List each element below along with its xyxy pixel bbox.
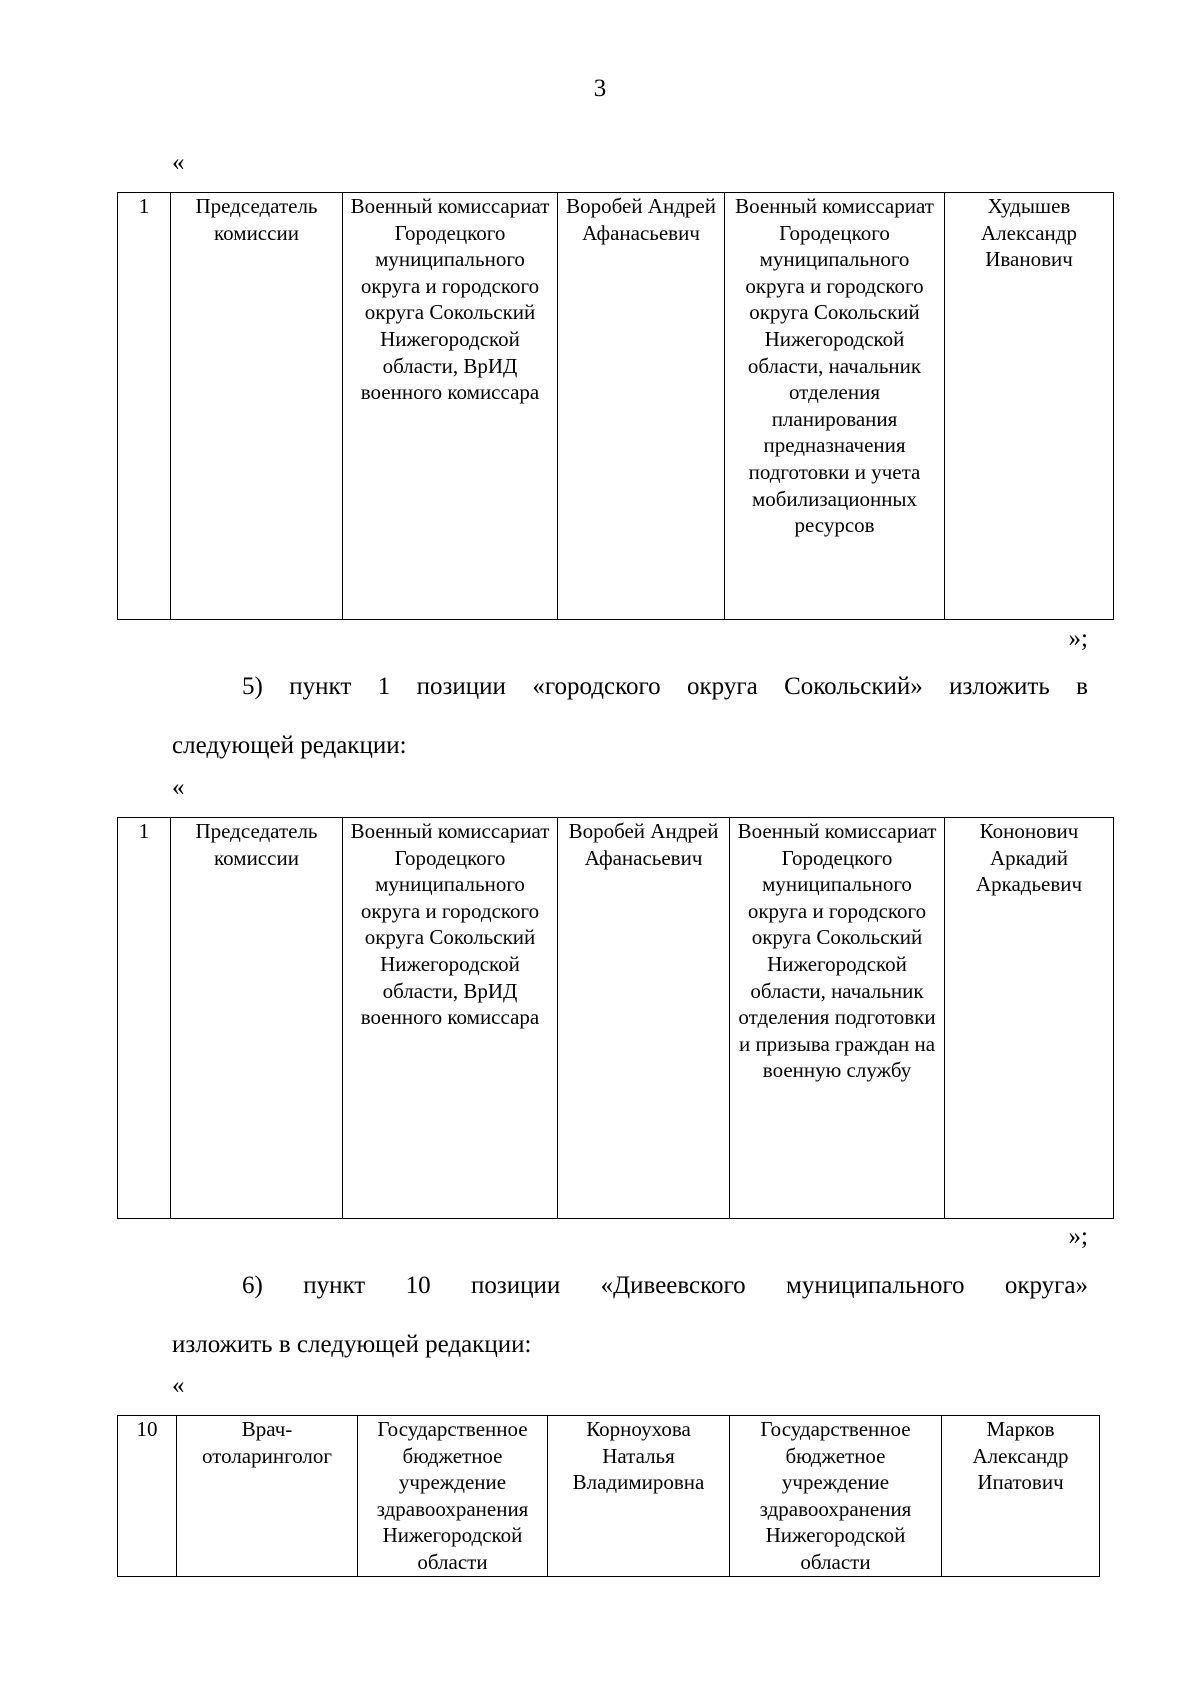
open-quote-3: « xyxy=(172,1372,185,1399)
position-cell: Председатель комиссии xyxy=(171,193,343,620)
reserve-organization-cell: Государственное бюджетное учреждение здравоохранения Нижегородской области xyxy=(730,1416,942,1577)
organization-cell: Военный комиссариат Городецкого муниципального округа и городского округа Сокольский Нижегородской области, ВрИД военного комиссара xyxy=(343,818,558,1219)
paragraph-line: 5) пункт 1 позиции «городского округа Сокольский» изложить в xyxy=(242,673,1088,700)
reserve-name-cell: Худышев Александр Иванович xyxy=(945,193,1114,620)
reserve-name-cell: Кононович Аркадий Аркадьевич xyxy=(945,818,1114,1219)
member-name-cell: Корноухова Наталья Владимировна xyxy=(548,1416,730,1577)
open-quote-2: « xyxy=(172,774,185,801)
position-cell: Врач-отоларинголог xyxy=(177,1416,358,1577)
paragraph-5 xyxy=(172,672,1088,761)
page-number: 3 xyxy=(593,75,607,102)
table-1 xyxy=(117,192,1114,620)
open-quote-1: « xyxy=(172,149,185,176)
close-quote-2: »; xyxy=(1068,1223,1088,1250)
reserve-organization-cell: Военный комиссариат Городецкого муниципального округа и городского округа Сокольский Нижегородской области, начальник отделения планирования предназначения подготовки и учета мобилизационных ресурсов xyxy=(725,193,945,620)
table-row xyxy=(118,193,1114,620)
paragraph-line: изложить в следующей редакции: xyxy=(172,1331,532,1358)
row-number: 10 xyxy=(118,1416,177,1577)
table-2 xyxy=(117,817,1114,1219)
member-name-cell: Воробей Андрей Афанасьевич xyxy=(558,818,730,1219)
member-name-cell: Воробей Андрей Афанасьевич xyxy=(558,193,725,620)
paragraph-line: 6) пункт 10 позиции «Дивеевского муниципального округа» xyxy=(242,1272,1088,1299)
organization-cell: Военный комиссариат Городецкого муниципального округа и городского округа Сокольский Нижегородской области, ВрИД военного комиссара xyxy=(343,193,558,620)
table-3 xyxy=(117,1415,1100,1577)
table-row xyxy=(118,1416,1100,1577)
row-number: 1 xyxy=(118,193,171,620)
close-quote-1: »; xyxy=(1068,625,1088,652)
reserve-organization-cell: Военный комиссариат Городецкого муниципального округа и городского округа Сокольский Нижегородской области, начальник отделения подготовки и призыва граждан на военную службу xyxy=(730,818,945,1219)
paragraph-line: следующей редакции: xyxy=(172,732,407,759)
organization-cell: Государственное бюджетное учреждение здравоохранения Нижегородской области xyxy=(358,1416,548,1577)
table-row xyxy=(118,818,1114,1219)
position-cell: Председатель комиссии xyxy=(171,818,343,1219)
reserve-name-cell: Марков Александр Ипатович xyxy=(942,1416,1100,1577)
row-number: 1 xyxy=(118,818,171,1219)
paragraph-6 xyxy=(172,1271,1088,1360)
